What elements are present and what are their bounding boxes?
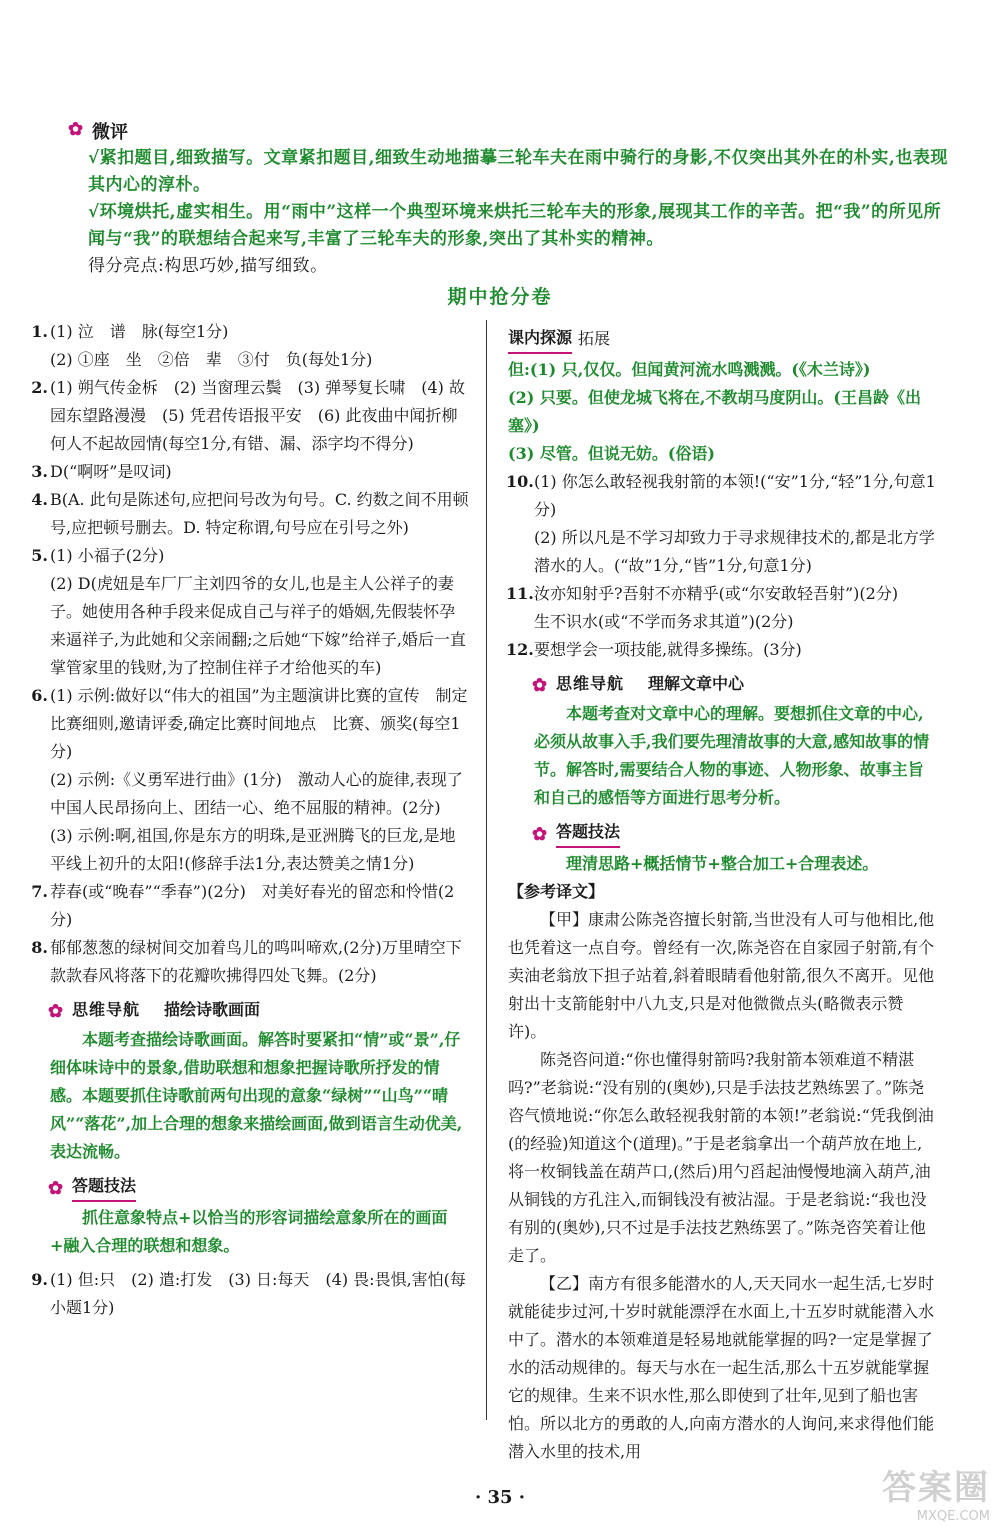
flower-icon [534, 676, 550, 692]
question-11: 11. 汝亦知射乎?吾射不亦精乎(或“尔安敢轻吾射”)(2分) 生不识水(或“不学而务求其道”)(2分) [506, 584, 899, 631]
thinking-nav-2-text: 本题考查对文章中心的理解。要想抓住文章的中心,必须从故事入手,我们要先理清故事的大意,感知故事的情节。解答时,需要结合人物的事迹、人物形象、故事主旨和自己的感悟等方面进行思考分析。 [534, 704, 930, 807]
ext-heading: 课内探源 拓展 [508, 324, 938, 354]
right-column [508, 318, 938, 1466]
question-1: 1. (1) 泣 谱 脉(每空1分) (2) ①座 坐 ②倍 辈 ③付 负(每处1分) [31, 322, 373, 369]
thinking-nav-2: ✿ 思维导航 理解文章中心 [534, 670, 938, 698]
thinking-nav-1-text: 本题考查描绘诗歌画面。解答时要紧扣“情”或“景”,仔细体味诗中的景象,借助联想和想象把握诗歌所抒发的情感。本题要抓住诗歌前两句出现的意象“绿树”“山鸟”“晴风”“落花”,加上合理的想象来描绘画面,做到语言生动优美,表达流畅。 [50, 1030, 463, 1161]
answer-tech-2: ✿ 答题技法 [534, 818, 938, 848]
reference-title: 【参考译文】 [508, 882, 605, 901]
ext-line-1: 但:(1) 只,仅仅。但闻黄河流水鸣溅溅。(《木兰诗》) [508, 360, 871, 379]
weiping-p2: √环境烘托,虚实相生。用“雨中”这样一个典型环境来烘托三轮车夫的形象,展现其工作的辛苦。把“我”的所见所闻与“我”的联想结合起来写,丰富了三轮车夫的形象,突出了其朴实的精神。 [88, 202, 942, 249]
flower-icon [50, 1002, 66, 1018]
page-number: · 35 · [474, 1487, 526, 1508]
reference-jia: 【甲】康肃公陈尧咨擅长射箭,当世没有人可与他相比,他也凭着这一点自夸。曾经有一次,陈尧咨在自家园子射箭,有个卖油老翁放下担子站着,斜着眼睛看他射箭,很久不离开。见他射出十支箭能射中八九支,只是对他微微点头(略微表示赞许)。 [508, 910, 935, 1041]
thinking-nav-1: ✿ 思维导航 描绘诗歌画面 [50, 996, 470, 1024]
reference-yi: 【乙】南方有很多能潜水的人,天天同水一起生活,七岁时就能徒步过河,十岁时就能漂浮在水面上,十五岁时就能潜入水中了。潜水的本领难道是轻易地就能掌握的吗?一定是掌握了水的活动规律的。每天与水在一起生活,那么十五岁就能掌握它的规律。生来不识水性,那么即使到了壮年,见到了船也害怕。所以北方的勇敢的人,向南方潜水的人询问,来求得他们能潜入水里的技术,用 [508, 1274, 935, 1461]
question-9: 9. (1) 但:只 (2) 遣:打发 (3) 日:每天 (4) 畏:畏惧,害怕(每小题1分) [31, 1270, 466, 1317]
ext-line-3: (3) 尽管。但说无妨。(俗语) [508, 444, 715, 463]
flower-icon [70, 123, 86, 139]
reference-jia-2: 陈尧咨问道:“你也懂得射箭吗?我射箭本领难道不精湛吗?”老翁说:“没有别的(奥妙),只是手法技艺熟练罢了。”陈尧咨气愤地说:“你怎么敢轻视我射箭的本领!”老翁说:“凭我倒油(的经验)知道这个(道理)。”于是老翁拿出一个葫芦放在地上,将一枚铜钱盖在葫芦口,(然后)用勺舀起油慢慢地滴入葫芦,油从铜钱的方孔注入,而铜钱没有被沾湿。于是老翁说:“我也没有别的(奥妙),只不过是手法技艺熟练罢了。”陈尧咨笑着让他走了。 [508, 1050, 934, 1265]
question-6: 6. (1) 示例:做好以“伟大的祖国”为主题演讲比赛的宣传 制定比赛细则,邀请评委,确定比赛时间地点 比赛、颁奖(每空1分) (2) 示例:《义勇军进行曲》(1分) 激动人心的旋律,表现了中国人民昂扬向上、团结一心、绝不屈服的精神。(2分) (3) 示例:啊,祖国,你是东方的明珠,是亚洲腾飞的巨龙,是地平线上初升的太阳!(修辞手法1分,表达赞美之情1分) [31, 686, 468, 873]
question-4: 4. B(A. 此句是陈述句,应把问号改为句号。C. 约数之间不用顿号,应把顿号删去。D. 特定称谓,句号应在引号之外) [31, 490, 469, 537]
flower-icon [534, 825, 550, 841]
answer-tech-1: ✿ 答题技法 [50, 1172, 470, 1202]
watermark: 答案圈 MXQE.COM [882, 1468, 990, 1524]
question-7: 7. 荐春(或“晚春”“季春”)(2分) 对美好春光的留恋和怜惜(2分) [31, 882, 455, 929]
weiping-p3: 得分亮点:构思巧妙,描写细致。 [88, 256, 328, 276]
section-title: 期中抢分卷 [447, 286, 553, 308]
column-divider [486, 320, 487, 1420]
ext-line-2: (2) 只要。但使龙城飞将在,不教胡马度阴山。(王昌龄《出塞》) [508, 388, 921, 435]
left-column [31, 318, 474, 1322]
question-10: 10. (1) 你怎么敢轻视我射箭的本领!(“安”1分,“轻”1分,句意1分) (2) 所以凡是不学习却致力于寻求规律技术的,都是北方学潜水的人。(“故”1分,“皆”1分,句意1分) [506, 472, 936, 575]
answer-tech-1-text: 抓住意象特点+以恰当的形容词描绘意象所在的画面+融入合理的联想和想象。 [50, 1208, 448, 1255]
question-3: 3. D(“啊呀”是叹词) [31, 462, 172, 481]
weiping-p1: √紧扣题目,细致描写。文章紧扣题目,细致生动地描摹三轮车夫在雨中骑行的身影,不仅突出其外在的朴实,也表现其内心的淳朴。 [88, 148, 948, 195]
weiping-heading: ✿ 微评 [70, 118, 128, 144]
question-2: 2. (1) 朔气传金柝 (2) 当窗理云鬓 (3) 弹琴复长啸 (4) 故园东望路漫漫 (5) 凭君传语报平安 (6) 此夜曲中闻折柳 何人不起故园情(每空1分,有错、漏、添字均不得分) [31, 378, 474, 453]
question-8: 8. 郁郁葱葱的绿树间交加着鸟儿的鸣叫啼欢,(2分)万里晴空下款款春风将落下的花瓣吹拂得四处飞舞。(2分) [31, 938, 462, 985]
flower-icon [50, 1179, 66, 1195]
question-5: 5. (1) 小福子(2分) (2) D(虎妞是车厂厂主刘四爷的女儿,也是主人公祥子的妻子。她使用各种手段来促成自己与祥子的婚姻,先假装怀孕来逼祥子,为此她和父亲闹翻;之后她“下嫁”给祥子,婚后一直掌管家里的钱财,为了控制住祥子才给他买的车) [31, 546, 466, 677]
answer-tech-2-text: 理清思路+概括情节+整合加工+合理表述。 [566, 854, 879, 873]
question-12: 12. 要想学会一项技能,就得多操练。(3分) [506, 640, 802, 659]
